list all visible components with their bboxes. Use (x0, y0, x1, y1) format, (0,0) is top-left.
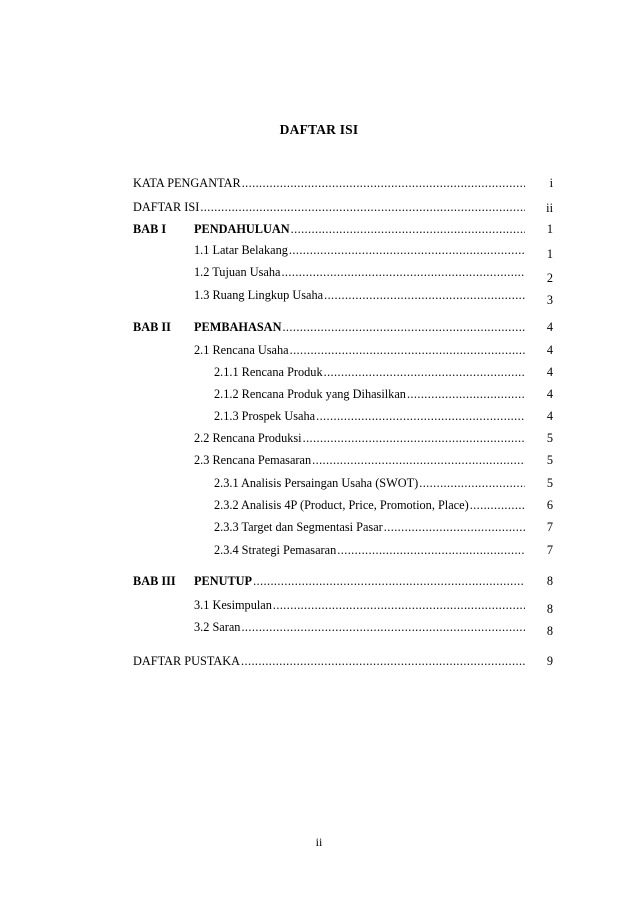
dot-leader (241, 651, 525, 671)
page-number-footer: ii (315, 835, 323, 849)
dot-leader (312, 450, 525, 470)
toc-entry-label: DAFTAR ISI (133, 200, 200, 214)
toc-entry[interactable] (194, 262, 525, 282)
toc-entry-label: 2.3.3 Target dan Segmentasi Pasar (214, 520, 383, 534)
toc-page-number: i (549, 176, 553, 190)
dot-leader (241, 617, 525, 637)
chapter-label: BAB I (133, 222, 167, 236)
toc-page-number: 4 (546, 409, 553, 423)
toc-entry-label: 2.3.1 Analisis Persaingan Usaha (SWOT) (214, 476, 419, 490)
toc-entry-label: 2.1.2 Rencana Produk yang Dihasilkan (214, 387, 406, 401)
toc-entry-label: PENUTUP (194, 574, 253, 588)
toc-page-number: 8 (546, 602, 553, 616)
dot-leader (419, 473, 525, 493)
toc-entry[interactable] (194, 571, 525, 591)
toc-entry-label: PENDAHULUAN (194, 222, 290, 236)
toc-entry[interactable] (194, 317, 525, 337)
toc-entry-label: 3.2 Saran (194, 620, 241, 634)
dot-leader (273, 595, 525, 615)
dot-leader (291, 219, 525, 239)
toc-entry[interactable] (214, 495, 525, 515)
dot-leader (316, 406, 525, 426)
dot-leader (282, 317, 525, 337)
toc-entry-label: 2.3.4 Strategi Pemasaran (214, 543, 337, 557)
toc-entry-label: 1.3 Ruang Lingkup Usaha (194, 288, 324, 302)
toc-entry[interactable] (214, 517, 525, 537)
toc-entry[interactable] (214, 406, 525, 426)
toc-entry-label: 2.1 Rencana Usaha (194, 343, 289, 357)
dot-leader (337, 540, 525, 560)
toc-entry[interactable] (194, 595, 525, 615)
toc-entry[interactable] (194, 450, 525, 470)
dot-leader (324, 285, 525, 305)
toc-entry[interactable] (214, 384, 525, 404)
toc-entry[interactable] (133, 651, 525, 671)
dot-leader (253, 571, 525, 591)
toc-entry-label: 2.1.3 Prospek Usaha (214, 409, 316, 423)
toc-entry-label: PEMBAHASAN (194, 320, 282, 334)
toc-entry[interactable] (214, 473, 525, 493)
toc-entry[interactable] (194, 340, 525, 360)
toc-entry[interactable] (214, 540, 525, 560)
toc-page-number: 4 (546, 343, 553, 357)
toc-entry[interactable] (133, 173, 525, 193)
toc-entry-label: 2.1.1 Rencana Produk (214, 365, 323, 379)
toc-page-number: 5 (546, 453, 553, 467)
page-title: DAFTAR ISI (279, 122, 359, 137)
toc-page-number: 7 (546, 543, 553, 557)
dot-leader (289, 240, 525, 260)
chapter-label: BAB III (133, 574, 176, 588)
toc-page-number: 1 (546, 247, 553, 261)
dot-leader (200, 197, 525, 217)
toc-page-number: 6 (546, 498, 553, 512)
toc-page-number: 1 (546, 222, 553, 236)
toc-entry-label: 2.3 Rencana Pemasaran (194, 453, 312, 467)
toc-page-number: 5 (546, 431, 553, 445)
dot-leader (324, 362, 525, 382)
toc-page-number: ii (546, 201, 553, 215)
toc-page-number: 7 (546, 520, 553, 534)
toc-entry[interactable] (194, 219, 525, 239)
dot-leader (384, 517, 525, 537)
dot-leader (290, 340, 525, 360)
chapter-label: BAB II (133, 320, 171, 334)
toc-page-number: 5 (546, 476, 553, 490)
toc-entry-label: 2.3.2 Analisis 4P (Product, Price, Promotion, Place) (214, 498, 469, 512)
dot-leader (242, 173, 525, 193)
toc-page-number: 4 (546, 387, 553, 401)
toc-entry[interactable] (214, 362, 525, 382)
toc-page-number: 8 (546, 574, 553, 588)
toc-page-number: 9 (546, 654, 553, 668)
dot-leader (303, 428, 525, 448)
toc-entry[interactable] (194, 428, 525, 448)
toc-page-number: 3 (546, 293, 553, 307)
toc-entry-label: KATA PENGANTAR (133, 176, 241, 190)
toc-entry[interactable] (194, 617, 525, 637)
toc-entry[interactable] (194, 240, 525, 260)
dot-leader (281, 262, 525, 282)
toc-page-number: 4 (546, 365, 553, 379)
toc-entry[interactable] (194, 285, 525, 305)
toc-entry[interactable] (133, 197, 525, 217)
toc-entry-label: 1.1 Latar Belakang (194, 243, 288, 257)
toc-entry-label: 3.1 Kesimpulan (194, 598, 272, 612)
toc-page-number: 4 (546, 320, 553, 334)
dot-leader (470, 495, 525, 515)
toc-entry-label: 2.2 Rencana Produksi (194, 431, 302, 445)
toc-entry-label: DAFTAR PUSTAKA (133, 654, 241, 668)
toc-page-number: 8 (546, 624, 553, 638)
toc-entry-label: 1.2 Tujuan Usaha (194, 265, 281, 279)
dot-leader (407, 384, 525, 404)
toc-page-number: 2 (546, 271, 553, 285)
